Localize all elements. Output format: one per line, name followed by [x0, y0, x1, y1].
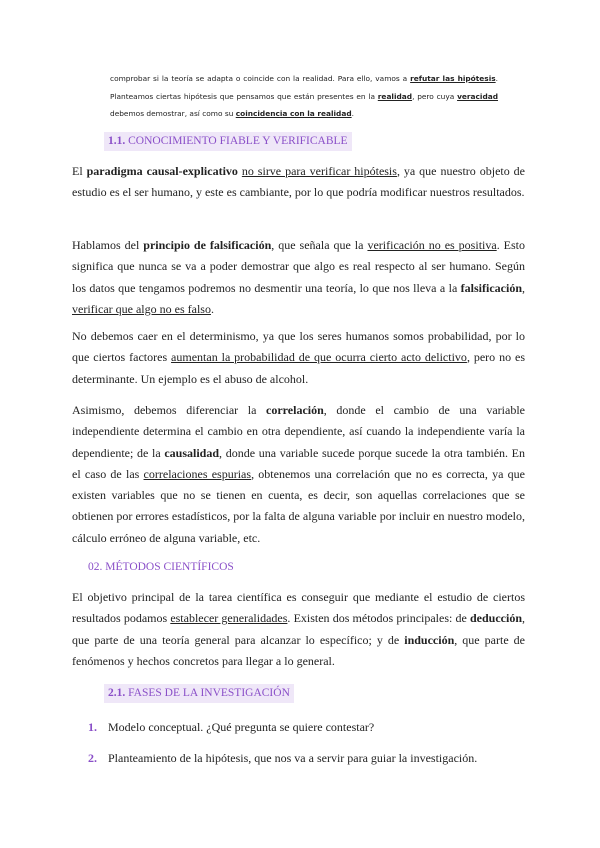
underlined-phrase: no sirve para verificar hipótesis [241, 164, 397, 178]
section-heading-02: 02. MÉTODOS CIENTÍFICOS [88, 561, 234, 573]
intro-underline: realidad [377, 91, 413, 101]
para-text: , [522, 280, 525, 295]
para-text: El [72, 164, 87, 178]
intro-text: , pero cuya [412, 91, 458, 101]
underlined-phrase: verificar que algo no es falso [72, 301, 211, 316]
underlined-phrase: aumentan la probabilidad de que ocurra cierto acto delictivo [171, 350, 467, 365]
intro-underline: coincidencia con la realidad [235, 109, 352, 118]
bold-term: causalidad [164, 445, 220, 460]
intro-text: . Planteamos ciertas hipótesis que pensamos que están presentes en la [110, 74, 498, 101]
section-heading-2-1 [104, 684, 294, 703]
para-text: , que parte de fenómenos y hechos concretos para llegar a lo general. [72, 632, 526, 668]
para-text: , donde una variable sucede porque sucede la otra también. En el caso de las [72, 445, 525, 481]
para-text: . [210, 301, 214, 316]
section-number: 2.1. [108, 687, 126, 699]
para-text: Asimismo, debemos diferenciar la [72, 403, 267, 417]
bold-term: deducción [469, 611, 522, 626]
paragraph-falsificacion [72, 235, 525, 320]
underlined-phrase: establecer generalidades [170, 611, 288, 626]
bold-term: falsificación [460, 280, 522, 295]
intro-paragraph [110, 70, 498, 123]
bold-term: correlación [266, 403, 324, 417]
list-number: 1. [88, 720, 97, 734]
paragraph-metodos [72, 587, 525, 672]
para-text: , obtenemos una correlación que no es correcta, ya que existen variables que no se tienen en cuenta, es decir, son aquellas correlaciones que se obtienen por errores estadísticos, por la falta de alguna variable por incluir en nuestro modelo, cálculo erróneo de alguna variable, etc. [72, 466, 525, 545]
list-text: Planteamiento de la hipótesis, que nos va a servir para guiar la investigación. [108, 751, 478, 765]
underlined-phrase: verificación no es positiva [367, 238, 497, 252]
paragraph-paradigma [72, 161, 525, 204]
list-number: 2. [88, 751, 97, 765]
intro-text: debemos demostrar, así como su [110, 109, 236, 118]
para-text: , ya que nuestro objeto de estudio es el ser humano, y este es cambiante, por lo que podría modificar nuestros resultados. [72, 164, 526, 200]
para-text: , pero no es determinante. Un ejemplo es el abuso de alcohol. [72, 350, 526, 386]
para-text: . Existen dos métodos principales: de [287, 611, 470, 626]
para-text: , que señala que la [271, 238, 368, 252]
para-text: Hablamos del [72, 238, 144, 252]
list-item [88, 718, 374, 736]
para-text: No debemos caer en el determinismo, ya que los seres humanos somos probabilidad, por lo que ciertos factores [72, 329, 525, 365]
para-text: El objetivo principal de la tarea científica es conseguir que mediante el estudio de ciertos resultados podamos [72, 590, 525, 626]
underlined-phrase: correlaciones espurias [143, 466, 252, 481]
bold-term: paradigma causal-explicativo [86, 164, 238, 178]
bold-term: principio de falsificación [143, 238, 272, 252]
intro-text: comprobar si la teoría se adapta o coincide con la realidad. Para ello, vamos a [110, 74, 411, 83]
section-title: CONOCIMIENTO FIABLE Y VERIFICABLE [128, 135, 348, 147]
intro-text: . [351, 109, 354, 118]
section-heading-1-1 [104, 132, 352, 151]
list-text: Modelo conceptual. ¿Qué pregunta se quiere contestar? [108, 720, 375, 734]
intro-underline: refutar las hipótesis [410, 74, 496, 83]
paragraph-correlacion [72, 400, 525, 549]
list-item [88, 749, 477, 767]
section-title: FASES DE LA INVESTIGACIÓN [128, 687, 290, 699]
para-text: , que parte de una teoría general para alcanzar lo específico; y de [72, 611, 525, 647]
intro-underline: veracidad [457, 91, 499, 101]
paragraph-determinismo [72, 326, 525, 390]
bold-term: inducción [404, 632, 455, 647]
para-text: , donde el cambio de una variable independiente determina el cambio en otra dependiente, así cuando la independiente varía la dependiente; de la [72, 403, 525, 460]
para-text: . Esto significa que nunca se va a poder demostrar que algo es real respecto al ser humano. Según los datos que tengamos podremos no desmentir una teoría, lo que nos lleva a la [72, 238, 526, 295]
section-number: 1.1. [108, 135, 126, 147]
